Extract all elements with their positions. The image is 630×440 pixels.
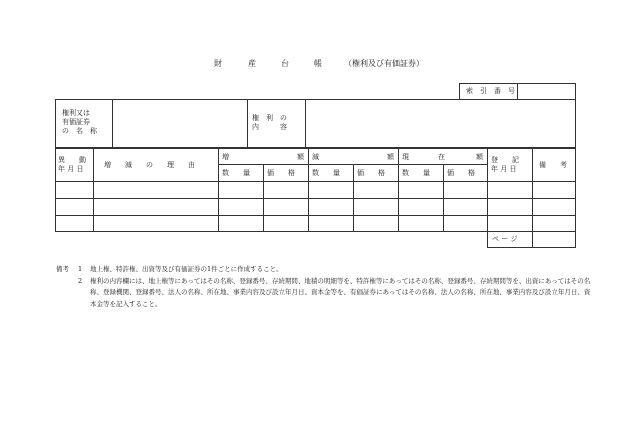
header-decrease: 減 (312, 153, 319, 161)
note-item: 2 権利の内容欄には、地上権等にあってはその名称、登録番号、存続期間、地積の明細等を、特許権等にあってはその名称、登録番号、存続期間等を、出資にあってはその名称、登録機関、登録番号、法人の名称、所在地、事業内容及び設立年月日、資本金等を、有価証券にあってはその名称、法人の名称、所在地、事業内容及び設立年月日、資本金等を記入すること。 (78, 276, 591, 308)
title-char: 財 (214, 59, 222, 68)
header-remarks: 備 考 (539, 161, 567, 169)
header-register-date: 登 記 年 月 日 (491, 156, 519, 173)
subheader-quantity: 数 量 (222, 169, 250, 177)
form-title (0, 58, 630, 72)
subheader-price: 価 格 (357, 169, 385, 177)
page-label: ペ ー ジ (492, 235, 518, 243)
form-subtitle: （権利及び有価証券） (344, 59, 424, 68)
subheader-quantity: 数 量 (402, 169, 430, 177)
index-number-label: 索 引 番 号 (466, 87, 515, 95)
rights-info-box (55, 99, 576, 148)
header-current: 現 (402, 153, 409, 161)
rights-name-label: 権利又は 有価証券 の 名 称 (62, 109, 97, 135)
header-increase: 増 (222, 153, 229, 161)
notes-section (56, 264, 596, 310)
title-char: 台 (281, 59, 289, 68)
notes-head: 備考 (56, 265, 69, 273)
header-increase-suffix: 額 (297, 153, 304, 161)
header-current-suffix: 額 (476, 153, 483, 161)
title-char: 産 (248, 59, 256, 68)
header-decrease-suffix: 額 (387, 153, 394, 161)
header-reason: 増 減 の 理 由 (104, 161, 195, 169)
subheader-price: 価 格 (267, 169, 295, 177)
header-change-date: 異 動 年 月 日 (58, 156, 86, 173)
subheader-quantity: 数 量 (312, 169, 340, 177)
title-char: 帳 (314, 59, 322, 68)
note-item: 備考 1 地上権、特許権、出資等及び有価証券の1件ごとに作成すること。 (56, 264, 596, 276)
header-current-mid: 在 (438, 153, 445, 161)
rights-content-label: 権 利 の 内 容 (252, 114, 287, 131)
subheader-price: 価 格 (447, 169, 475, 177)
